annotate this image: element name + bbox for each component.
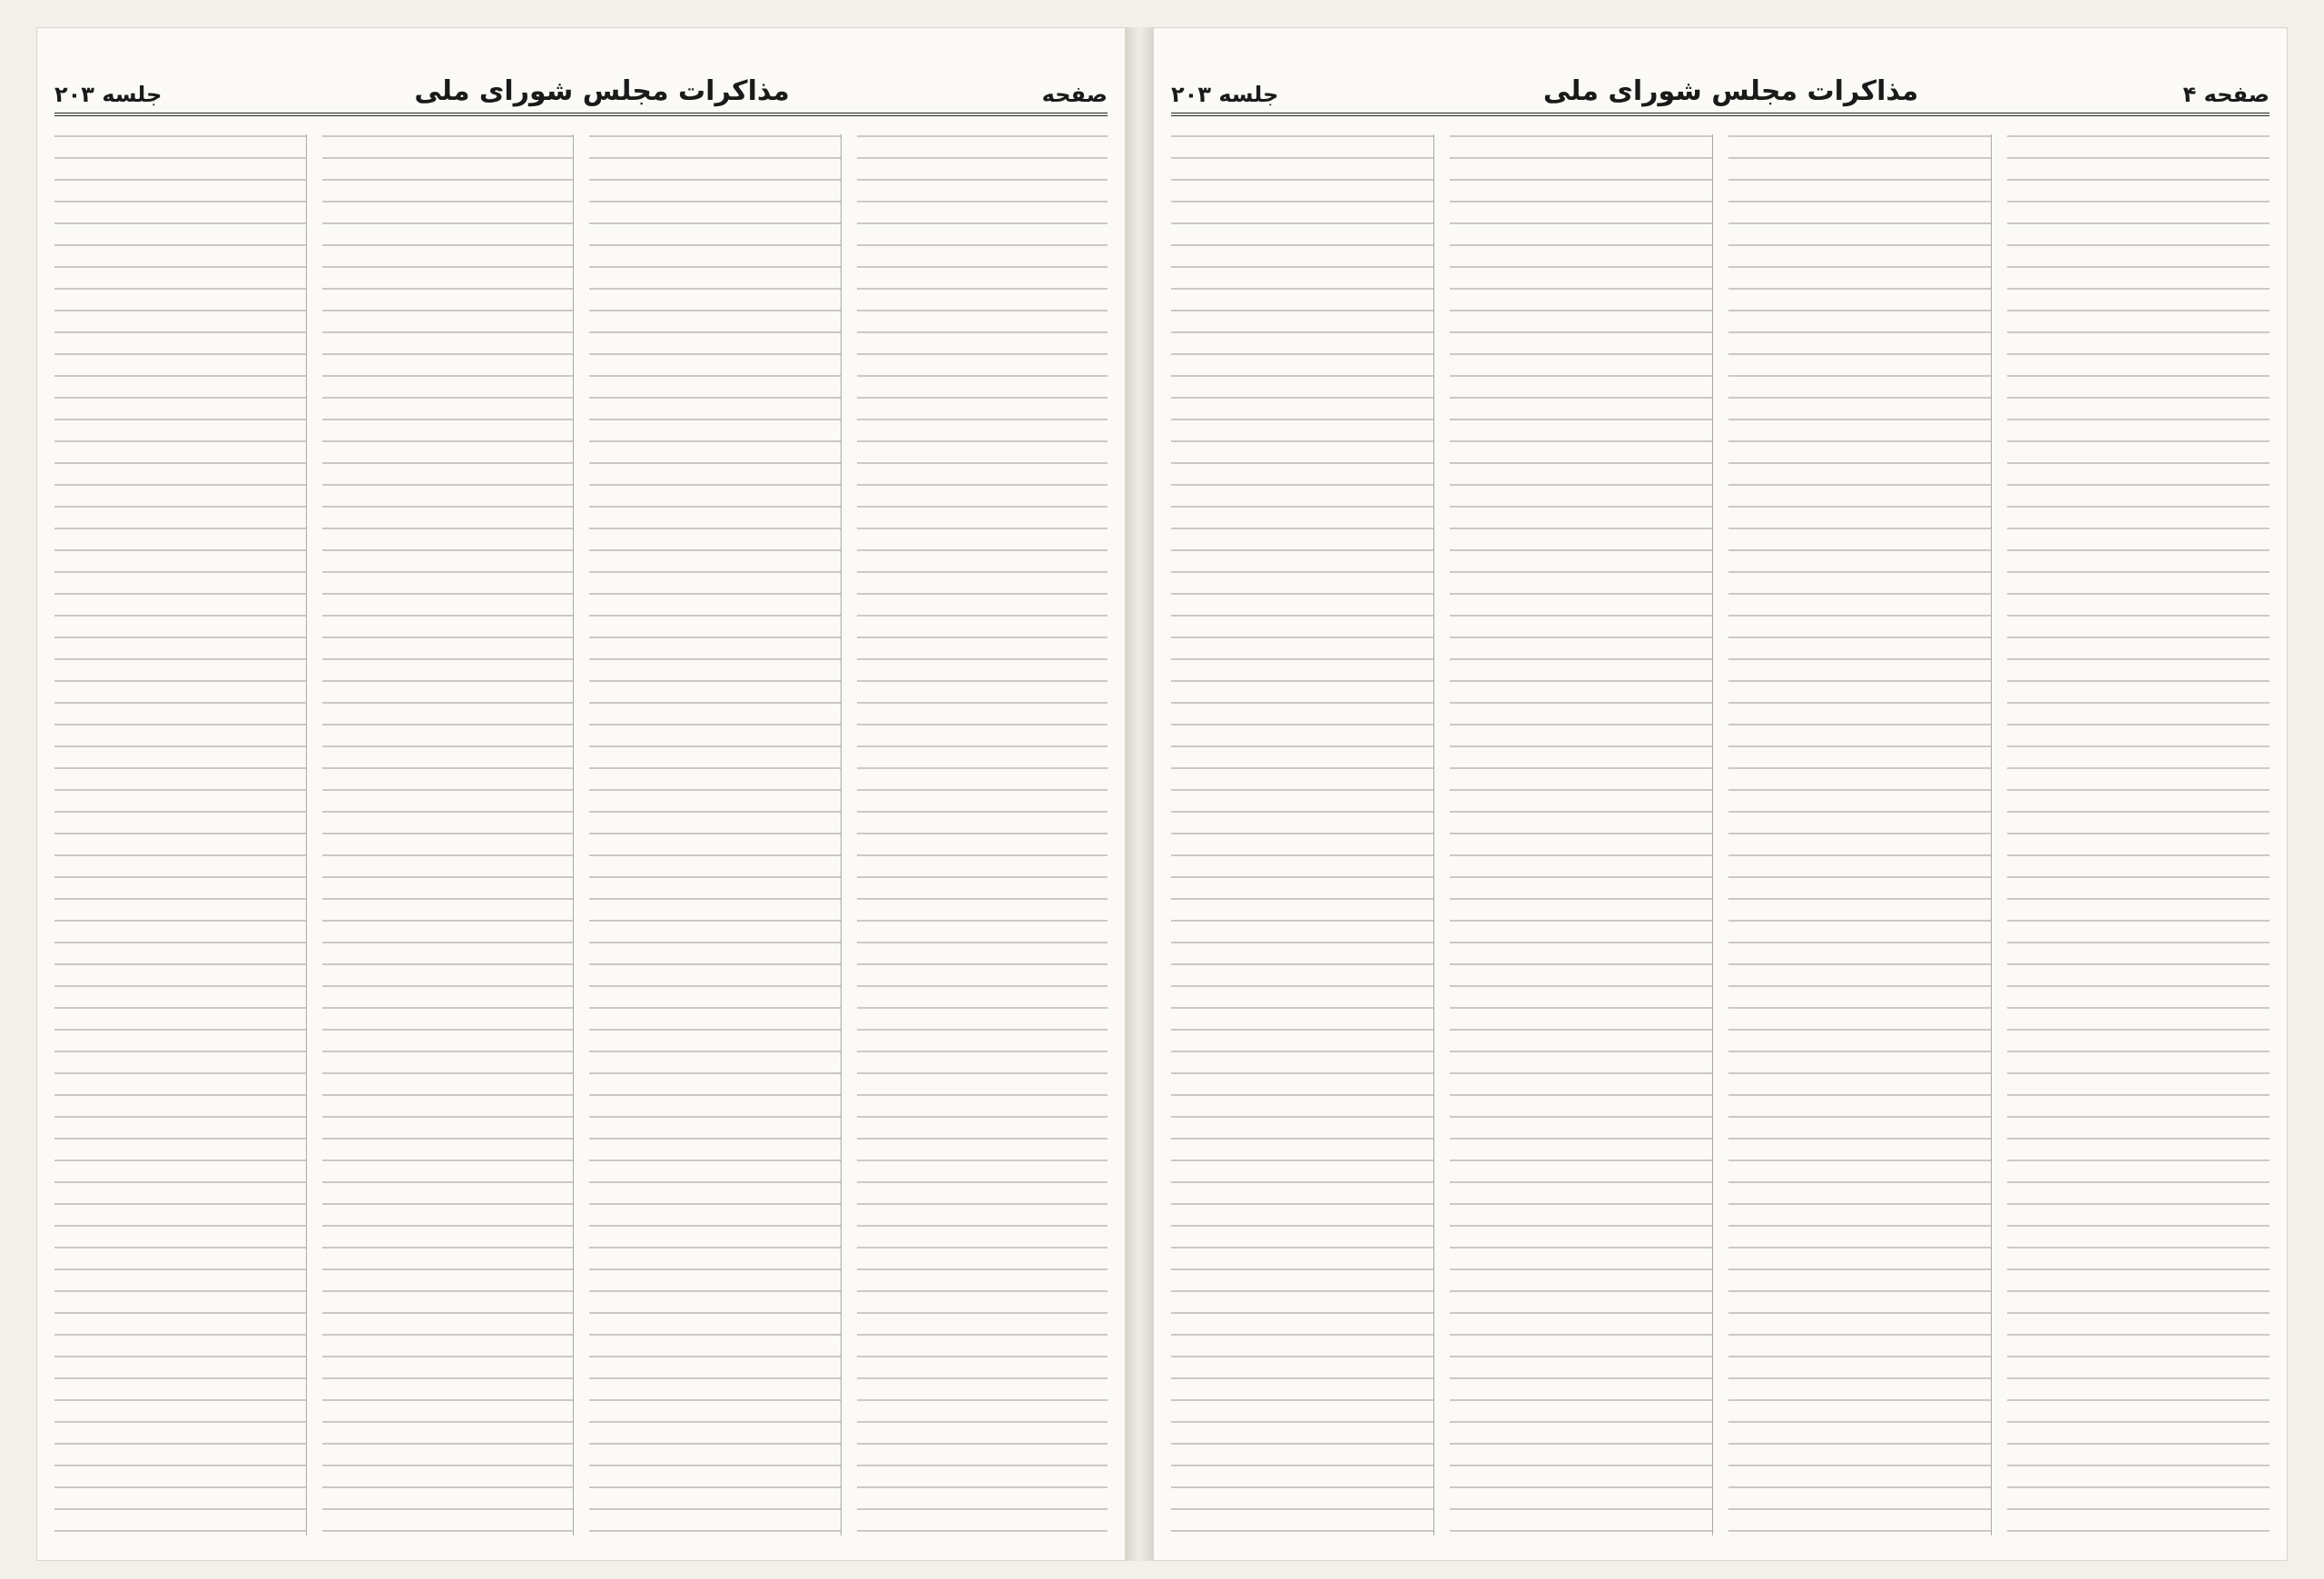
right-column-2 [1728,127,1991,1543]
left-page-header [54,44,1108,116]
gutter [1126,27,1153,1561]
right-session-word: جلسه [1218,82,1279,107]
left-page [36,27,1126,1561]
left-column-3 [322,127,574,1543]
right-page-label [2183,82,2270,107]
right-page-number: ۴ [2182,82,2197,107]
right-session-label [1171,82,1278,107]
right-page-header [1171,44,2270,116]
left-session-number: ۲۰۳ [54,82,94,107]
right-column-3 [1450,127,1712,1543]
right-columns [1171,127,2270,1543]
left-columns [54,127,1108,1543]
left-page-title: مذاکرات مجلس شورای ملی [414,75,790,107]
right-column-4 [1171,127,1433,1543]
right-page [1153,27,2288,1561]
right-column-1 [2007,127,2270,1543]
right-page-title: مذاکرات مجلس شورای ملی [1542,75,1919,107]
left-page-label: صفحه [1041,82,1108,107]
left-column-4 [54,127,306,1543]
left-session-word: جلسه [102,82,162,107]
right-session-number: ۲۰۳ [1171,82,1211,107]
right-page-word: صفحه [2203,82,2270,107]
left-column-1 [857,127,1108,1543]
left-session-label [54,82,162,107]
left-column-2 [589,127,841,1543]
